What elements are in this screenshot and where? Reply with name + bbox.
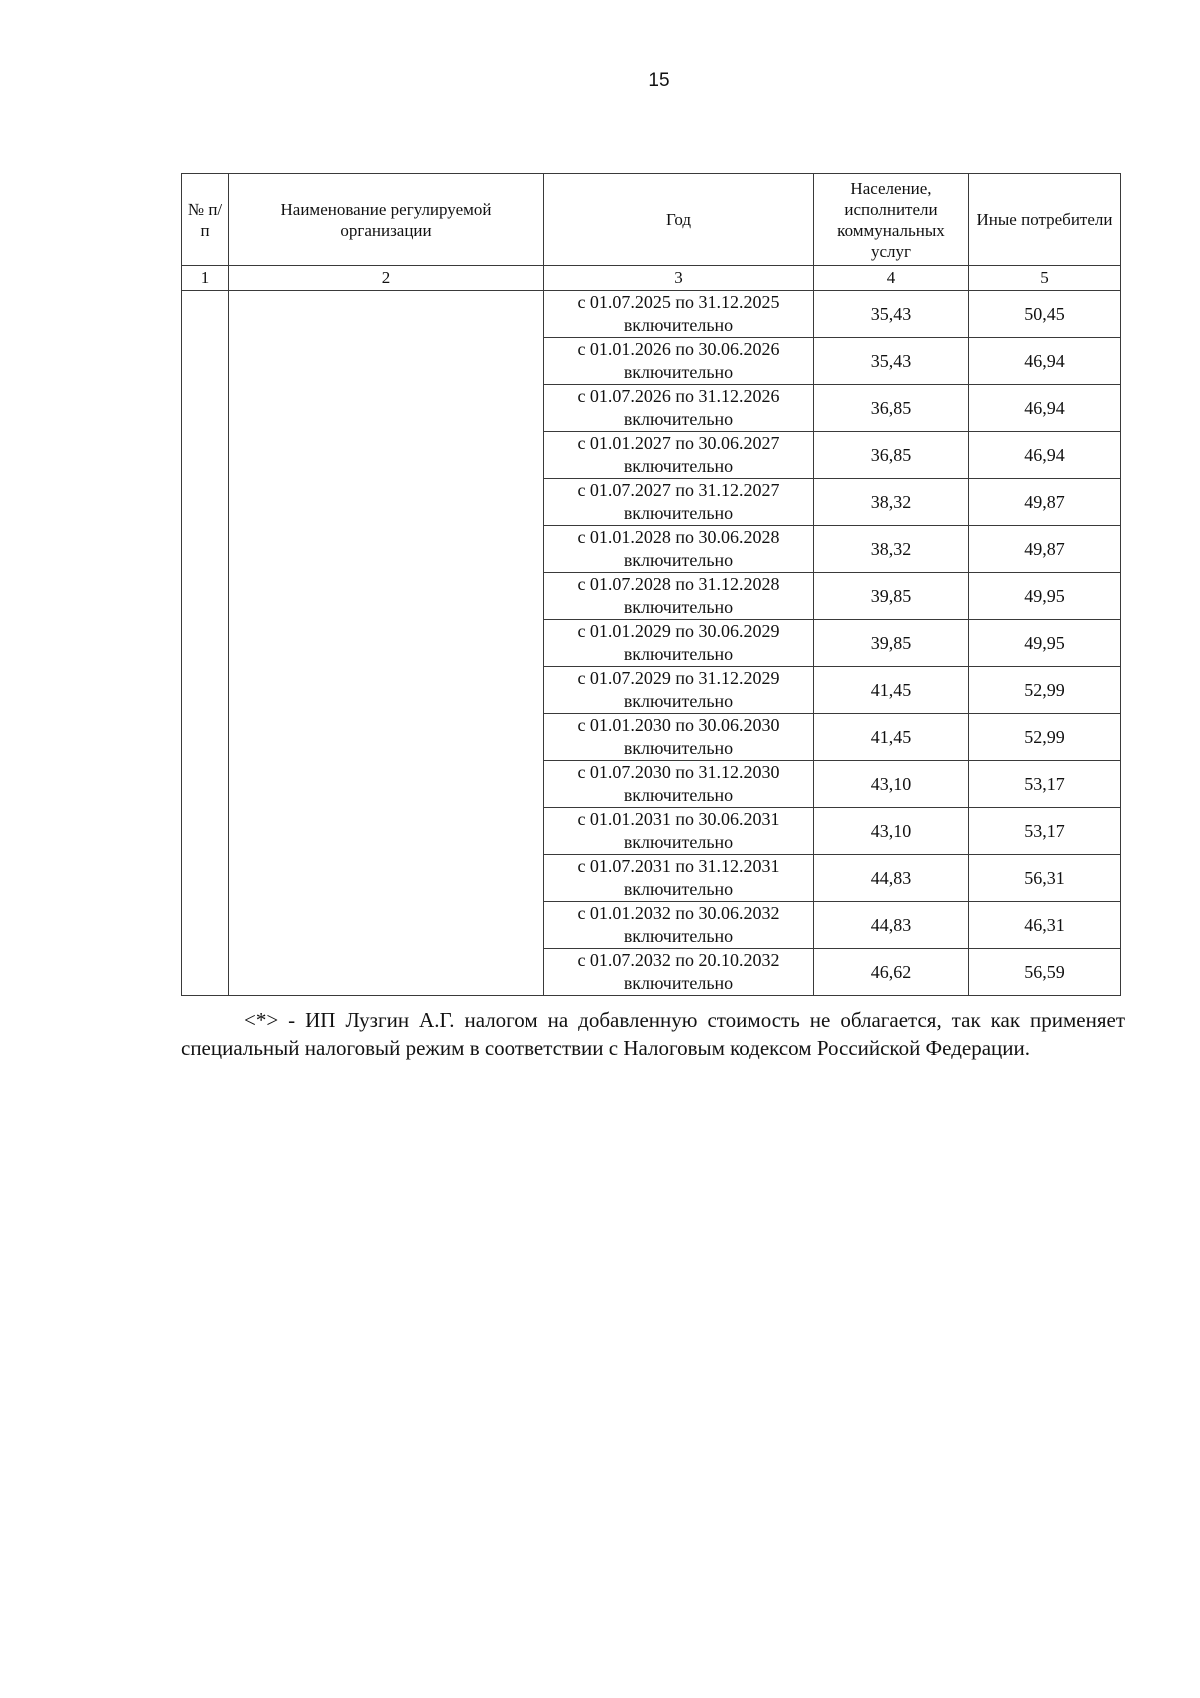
organization-cell (229, 291, 544, 996)
column-number: 4 (814, 266, 969, 291)
other-consumers-value: 50,45 (969, 291, 1121, 338)
period-cell: с 01.07.2030 по 31.12.2030 включительно (544, 761, 814, 808)
column-number-row (182, 266, 1121, 291)
period-cell: с 01.07.2031 по 31.12.2031 включительно (544, 855, 814, 902)
other-consumers-value: 49,95 (969, 573, 1121, 620)
period-cell: с 01.07.2026 по 31.12.2026 включительно (544, 385, 814, 432)
other-consumers-value: 53,17 (969, 761, 1121, 808)
header-population: Население, исполнители коммунальных услуг (814, 174, 969, 266)
period-cell: с 01.01.2028 по 30.06.2028 включительно (544, 526, 814, 573)
population-value: 46,62 (814, 949, 969, 996)
other-consumers-value: 46,31 (969, 902, 1121, 949)
tariff-table (181, 173, 1121, 996)
population-value: 36,85 (814, 432, 969, 479)
other-consumers-value: 53,17 (969, 808, 1121, 855)
period-cell: с 01.01.2026 по 30.06.2026 включительно (544, 338, 814, 385)
other-consumers-value: 56,31 (969, 855, 1121, 902)
other-consumers-value: 49,87 (969, 479, 1121, 526)
header-organization: Наименование регулируемой организации (229, 174, 544, 266)
period-cell: с 01.07.2025 по 31.12.2025 включительно (544, 291, 814, 338)
population-value: 39,85 (814, 620, 969, 667)
population-value: 43,10 (814, 808, 969, 855)
column-number: 5 (969, 266, 1121, 291)
population-value: 38,32 (814, 479, 969, 526)
column-number: 3 (544, 266, 814, 291)
header-row-number: № п/п (182, 174, 229, 266)
population-value: 35,43 (814, 338, 969, 385)
tariff-rows (182, 291, 1121, 996)
other-consumers-value: 52,99 (969, 667, 1121, 714)
population-value: 41,45 (814, 714, 969, 761)
header-other-consumers: Иные потребители (969, 174, 1121, 266)
population-value: 38,32 (814, 526, 969, 573)
period-cell: с 01.01.2027 по 30.06.2027 включительно (544, 432, 814, 479)
page-number: 15 (648, 70, 670, 91)
header-period: Год (544, 174, 814, 266)
period-cell: с 01.07.2027 по 31.12.2027 включительно (544, 479, 814, 526)
population-value: 36,85 (814, 385, 969, 432)
footnote: <*> - ИП Лузгин А.Г. налогом на добавленную стоимость не облагается, так как применяет специальный налоговый режим в соответствии с Налоговым кодексом Российской Федерации. (181, 1008, 1125, 1060)
other-consumers-value: 52,99 (969, 714, 1121, 761)
period-cell: с 01.01.2029 по 30.06.2029 включительно (544, 620, 814, 667)
header-row (182, 174, 1121, 266)
other-consumers-value: 46,94 (969, 338, 1121, 385)
period-cell: с 01.01.2031 по 30.06.2031 включительно (544, 808, 814, 855)
period-cell: с 01.07.2028 по 31.12.2028 включительно (544, 573, 814, 620)
population-value: 35,43 (814, 291, 969, 338)
population-value: 39,85 (814, 573, 969, 620)
other-consumers-value: 49,95 (969, 620, 1121, 667)
population-value: 44,83 (814, 902, 969, 949)
other-consumers-value: 56,59 (969, 949, 1121, 996)
row-number-cell (182, 291, 229, 996)
period-cell: с 01.07.2032 по 20.10.2032 включительно (544, 949, 814, 996)
population-value: 44,83 (814, 855, 969, 902)
column-number: 2 (229, 266, 544, 291)
population-value: 41,45 (814, 667, 969, 714)
other-consumers-value: 46,94 (969, 385, 1121, 432)
period-cell: с 01.07.2029 по 31.12.2029 включительно (544, 667, 814, 714)
column-number: 1 (182, 266, 229, 291)
period-cell: с 01.01.2030 по 30.06.2030 включительно (544, 714, 814, 761)
period-cell: с 01.01.2032 по 30.06.2032 включительно (544, 902, 814, 949)
other-consumers-value: 46,94 (969, 432, 1121, 479)
population-value: 43,10 (814, 761, 969, 808)
table-row (182, 291, 1121, 338)
other-consumers-value: 49,87 (969, 526, 1121, 573)
